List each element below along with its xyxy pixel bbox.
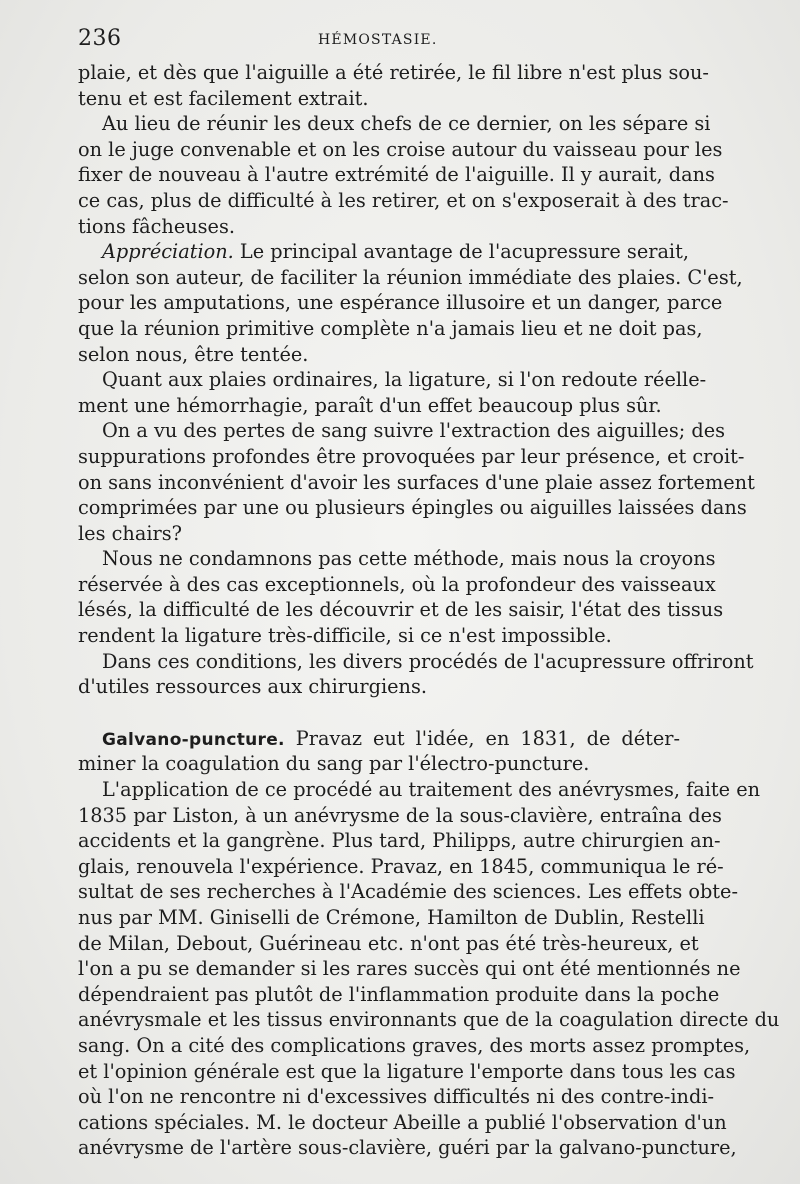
- paragraph: [78, 239, 743, 367]
- text-line: miner la coagulation du sang par l'électro-puncture.: [78, 752, 590, 776]
- section-heading: Galvano-puncture.: [102, 729, 285, 750]
- text-line: nus par MM. Giniselli de Crémone, Hamilton de Dublin, Restelli: [78, 906, 705, 929]
- text-line: Quant aux plaies ordinaires, la ligature, si l'on redoute réelle-: [102, 368, 707, 392]
- text-line: Nous ne condamnons pas cette méthode, mais nous la croyons: [102, 547, 716, 571]
- section-lead: Appréciation.: [102, 240, 234, 264]
- text-line: de Milan, Debout, Guérineau etc. n'ont pas été très-heureux, et: [78, 931, 699, 955]
- text-line: selon son auteur, de faciliter la réunion immédiate des plaies. C'est,: [78, 265, 743, 289]
- text-line: anévrysme de l'artère sous-clavière, guéri par la galvano-puncture,: [78, 1136, 737, 1160]
- text-line: fixer de nouveau à l'autre extrémité de l'aiguille. Il y aurait, dans: [78, 163, 715, 187]
- text-line: Au lieu de réunir les deux chefs de ce dernier, on les sépare si: [102, 112, 711, 136]
- text-line: L'application de ce procédé au traitement des anévrysmes, faite en: [102, 778, 761, 802]
- text-line: anévrysmale et les tissus environnants que de la coagulation directe du: [78, 1008, 780, 1032]
- text-line: tenu et est facilement extrait.: [78, 86, 369, 110]
- text-line: sultat de ses recherches à l'Académie des sciences. Les effets obte-: [78, 880, 738, 904]
- text-line: [78, 726, 680, 752]
- section-gap: [78, 700, 680, 726]
- text-line: l'on a pu se demander si les rares succès qui ont été mentionnés ne: [78, 957, 741, 981]
- text-line: réservée à des cas exceptionnels, où la profondeur des vaisseaux: [78, 572, 716, 596]
- paragraph: [78, 60, 709, 111]
- paragraph: [78, 418, 755, 546]
- text-line: Dans ces conditions, les divers procédés de l'acupressure offriront: [102, 649, 754, 673]
- page-number: 236: [78, 26, 122, 51]
- text-line: 1835 par Liston, à un anévrysme de la sous-clavière, entraîna des: [78, 803, 722, 827]
- text-line: rendent la ligature très-difficile, si ce n'est impossible.: [78, 624, 612, 648]
- text-line: accidents et la gangrène. Plus tard, Philipps, autre chirurgien an-: [78, 829, 721, 853]
- text-line: plaie, et dès que l'aiguille a été retirée, le fil libre n'est plus sou-: [78, 61, 709, 84]
- paragraph: [78, 111, 729, 239]
- text-line: comprimées par une ou plusieurs épingles ou aiguilles laissées dans: [78, 496, 747, 520]
- text-line: que la réunion primitive complète n'a jamais lieu et ne doit pas,: [78, 316, 703, 340]
- text-line: d'utiles ressources aux chirurgiens.: [78, 675, 427, 699]
- text-line: cations spéciales. M. le docteur Abeille a publié l'observation d'un: [78, 1110, 727, 1134]
- text-line: et l'opinion générale est que la ligature l'emporte dans tous les cas: [78, 1059, 736, 1083]
- text-line: lésés, la difficulté de les découvrir et de les saisir, l'état des tissus: [78, 598, 724, 622]
- text-line: [78, 239, 689, 265]
- paragraph: [78, 777, 780, 1161]
- text-line: pour les amputations, une espérance illusoire et un danger, parce: [78, 291, 723, 315]
- paragraph: [78, 367, 707, 418]
- text-line: sang. On a cité des complications graves, des morts assez promptes,: [78, 1033, 751, 1057]
- text-line: on le juge convenable et on les croise autour du vaisseau pour les: [78, 137, 723, 161]
- text-line-rest: Le principal avantage de l'acupressure serait,: [233, 240, 689, 264]
- text-line: ce cas, plus de difficulté à les retirer, et on s'exposerait à des trac-: [78, 188, 729, 212]
- text-line: suppurations profondes être provoquées par leur présence, et croit-: [78, 444, 745, 468]
- text-line: On a vu des pertes de sang suivre l'extraction des aiguilles; des: [102, 419, 725, 443]
- paragraph: [78, 546, 724, 648]
- body-text: [78, 60, 780, 1161]
- text-line: tions fâcheuses.: [78, 214, 235, 238]
- paragraph: [78, 726, 680, 777]
- running-title: HÉMOSTASIE.: [318, 32, 438, 48]
- text-line: ment une hémorrhagie, paraît d'un effet beaucoup plus sûr.: [78, 393, 662, 417]
- text-line: où l'on ne rencontre ni d'excessives difficultés ni des contre-indi-: [78, 1085, 714, 1109]
- text-line: dépendraient pas plutôt de l'inflammation produite dans la poche: [78, 982, 720, 1006]
- paragraph: [78, 649, 754, 700]
- text-line: les chairs?: [78, 521, 182, 545]
- text-line: on sans inconvénient d'avoir les surfaces d'une plaie assez fortement: [78, 470, 755, 494]
- text-line: glais, renouvela l'expérience. Pravaz, en 1845, communiqua le ré-: [78, 854, 724, 878]
- text-line-rest: Pravaz eut l'idée, en 1831, de déter-: [284, 726, 680, 750]
- text-line: selon nous, être tentée.: [78, 342, 309, 366]
- page-header: [78, 26, 678, 56]
